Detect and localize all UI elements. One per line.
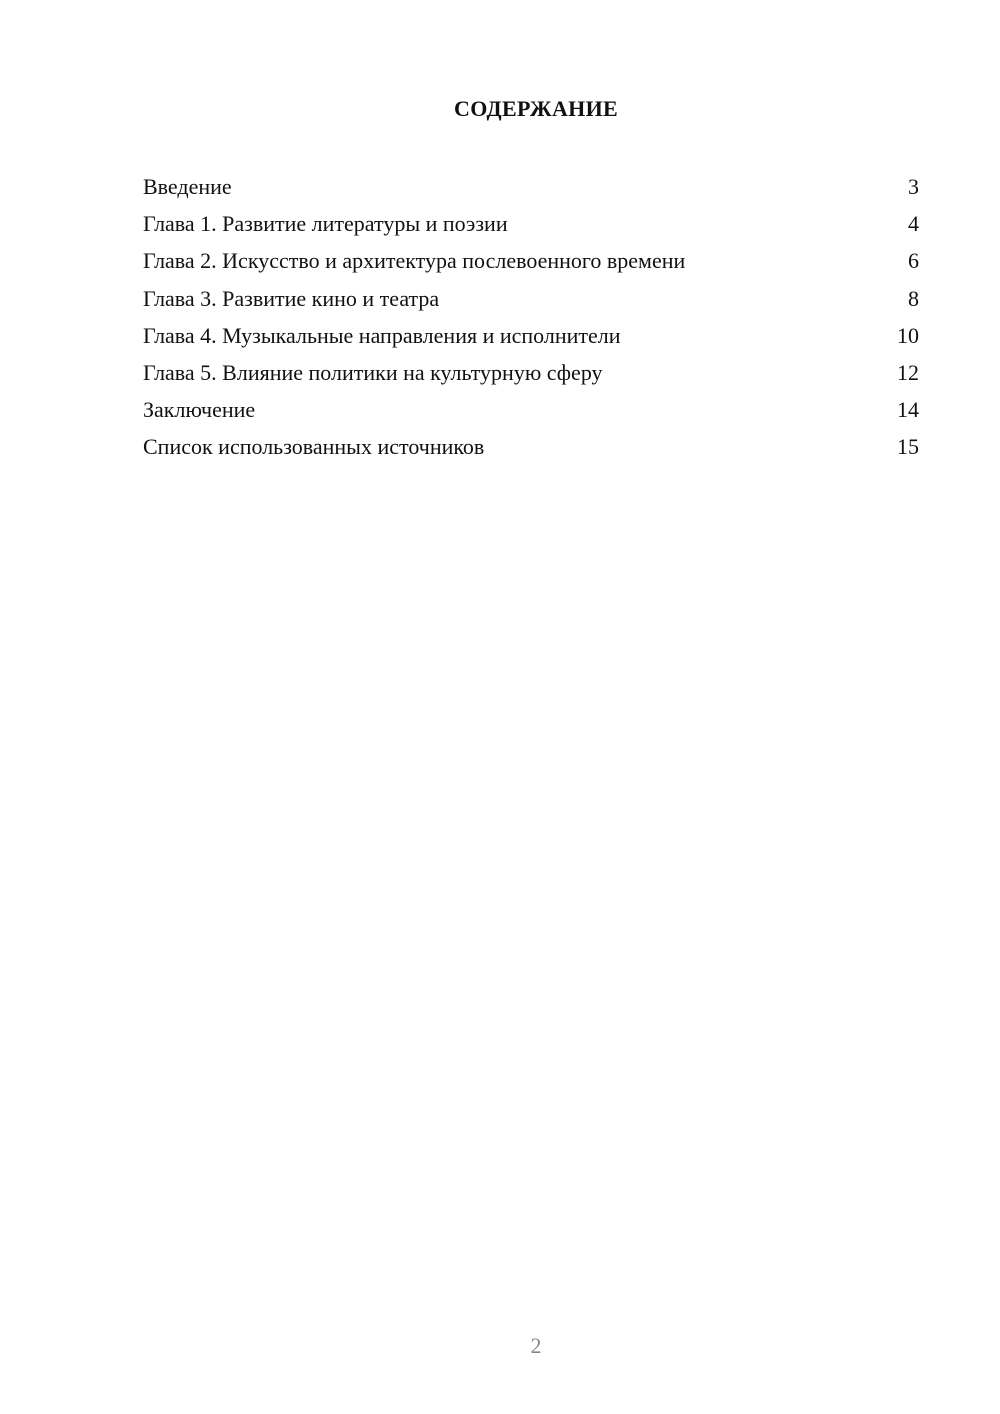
toc-entry-title: Заключение — [143, 397, 256, 423]
toc-entry-title: Глава 1. Развитие литературы и поэзии — [143, 211, 508, 237]
toc-entry — [143, 354, 919, 391]
toc-entry — [143, 428, 919, 465]
page-title: СОДЕРЖАНИЕ — [454, 96, 618, 121]
toc-entry — [143, 168, 919, 205]
toc-entry-page: 10 — [897, 322, 919, 348]
toc-entry — [143, 205, 919, 242]
toc-entry-title: Глава 2. Искусство и архитектура послевоенного времени — [143, 248, 686, 274]
toc-entry-title: Глава 4. Музыкальные направления и исполнители — [143, 322, 621, 348]
toc-entry — [143, 317, 919, 354]
toc-entry-title: Список использованных источников — [143, 434, 485, 460]
toc-entry-page: 4 — [908, 211, 919, 237]
toc-entry — [143, 280, 919, 317]
page-number: 2 — [530, 1333, 542, 1358]
toc-entry-page: 12 — [897, 359, 919, 385]
toc-entry — [143, 242, 919, 279]
toc-entry-title: Глава 3. Развитие кино и театра — [143, 285, 440, 311]
toc-entry-title: Введение — [143, 174, 232, 199]
toc-entry-page: 3 — [908, 174, 919, 199]
toc-entry-page: 15 — [897, 434, 919, 460]
table-of-contents — [143, 168, 919, 466]
toc-entry — [143, 391, 919, 428]
toc-entry-page: 6 — [908, 248, 919, 274]
toc-entry-page: 14 — [897, 397, 919, 423]
toc-entry-title: Глава 5. Влияние политики на культурную сферу — [143, 359, 603, 385]
toc-entry-page: 8 — [908, 285, 919, 311]
